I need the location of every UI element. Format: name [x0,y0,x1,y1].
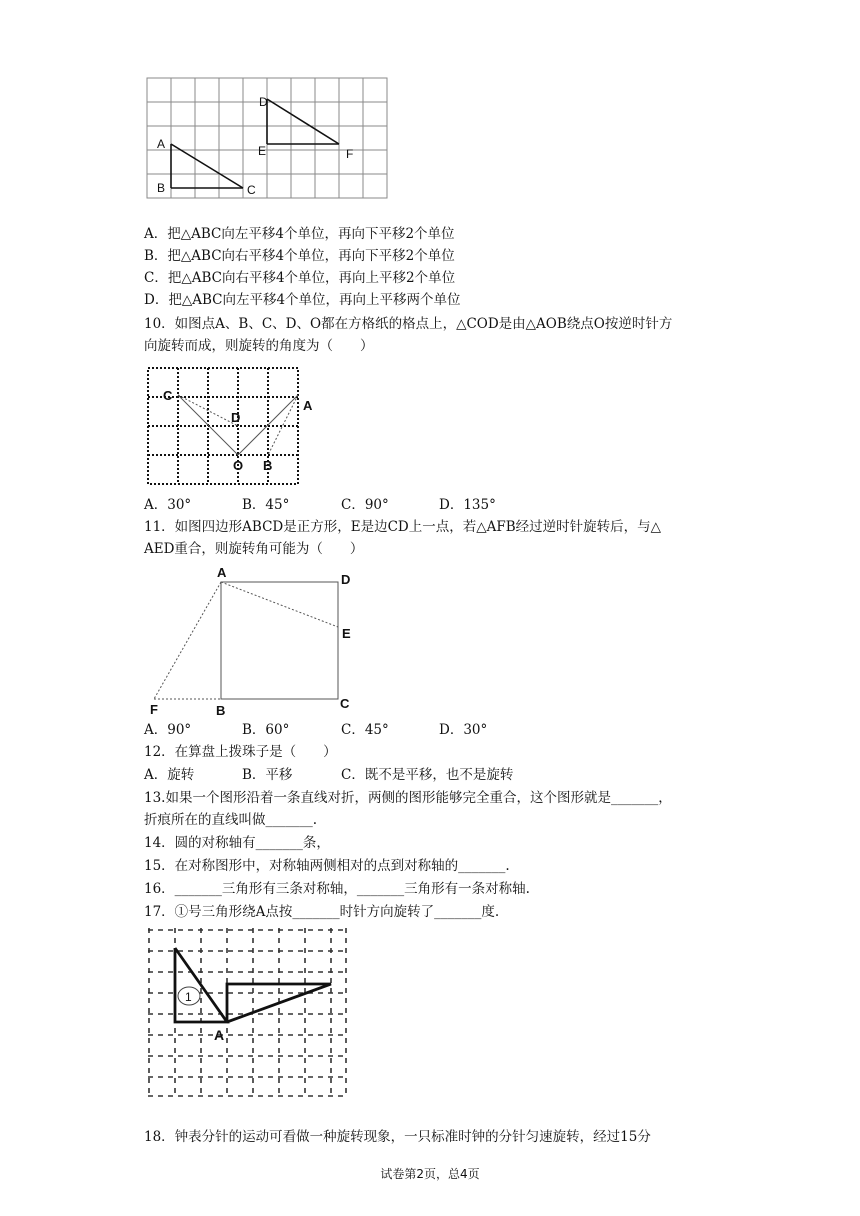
q11-square-figure [146,562,362,718]
q12-stem: 12．在算盘上拨珠子是（ ） [144,744,337,760]
q11-stem-line1: 11．如图四边形ABCD是正方形，E是边CD上一点，若△AFB经过逆时针旋转后，与△ [144,519,662,535]
q10-option-c: C．90° [341,497,389,513]
q9-option-c: C．把△ABC向右平移4个单位，再向上平移2个单位 [144,270,456,286]
q16: 16．_______三角形有三条对称轴，_______三角形有一条对称轴. [144,881,530,897]
label-a: A [157,137,166,151]
label-a: A [214,1027,225,1043]
q14: 14．圆的对称轴有_______条， [144,835,330,851]
q11-option-b: B．60° [242,722,290,738]
q11-option-a: A．90° [144,722,192,738]
q12-option-a: A．旋转 [144,767,195,783]
q10-stem-line2: 向旋转而成，则旋转的角度为（ ） [144,338,374,354]
label-b: B [157,181,166,195]
q10-option-a: A．30° [144,497,192,513]
q18: 18．钟表分针的运动可看做一种旋转现象，一只标准时钟的分针匀速旋转，经过15分 [144,1129,651,1145]
q12-option-b: B．平移 [242,767,293,783]
label-o: O [233,458,244,473]
label-d: D [259,95,268,109]
q10-option-d: D．135° [439,497,496,513]
q9-option-b: B．把△ABC向右平移4个单位，再向下平移2个单位 [144,248,455,264]
q15: 15．在对称图形中，对称轴两侧相对的点到对称轴的_______. [144,858,510,874]
q11-option-d: D．30° [439,722,488,738]
q17: 17．①号三角形绕A点按_______时针方向旋转了_______度. [144,904,500,920]
label-e: E [342,626,351,641]
label-a: A [217,565,227,580]
q13-line2: 折痕所在的直线叫做_______. [144,812,318,828]
label-a: A [303,398,313,413]
page-footer: 试卷第2页，总4页 [380,1167,480,1181]
circled-one-label: 1 [185,990,192,1004]
triangle-def [267,99,339,144]
label-c: C [247,183,256,197]
q12-option-c: C．既不是平移，也不是旋转 [341,767,514,783]
label-e: E [258,144,267,158]
q10-dotted-grid-figure [146,366,318,488]
label-d: D [341,572,351,587]
q13-line1: 13.如果一个图形沿着一条直线对折，两侧的图形能够完全重合，这个图形就是_______， [144,790,672,806]
label-c: C [163,388,173,403]
q17-grid-figure [146,926,350,1100]
q11-option-c: C．45° [341,722,389,738]
label-d: D [231,410,241,425]
q9-option-d: D．把△ABC向左平移4个单位，再向上平移两个单位 [144,292,461,308]
q10-stem-line1: 10．如图点A、B、C、D、O都在方格纸的格点上，△COD是由△AOB绕点O按逆时针方 [144,316,673,332]
label-c: C [340,696,350,711]
q11-stem-line2: AED重合，则旋转角可能为（ ） [144,541,364,557]
label-f: F [150,702,158,717]
q10-option-b: B．45° [242,497,290,513]
q9-grid-figure [146,77,390,201]
label-b: B [216,703,226,718]
label-f: F [346,147,354,161]
triangle-abc [171,144,243,188]
q9-option-a: A．把△ABC向左平移4个单位，再向下平移2个单位 [144,226,455,242]
label-b: B [263,458,273,473]
